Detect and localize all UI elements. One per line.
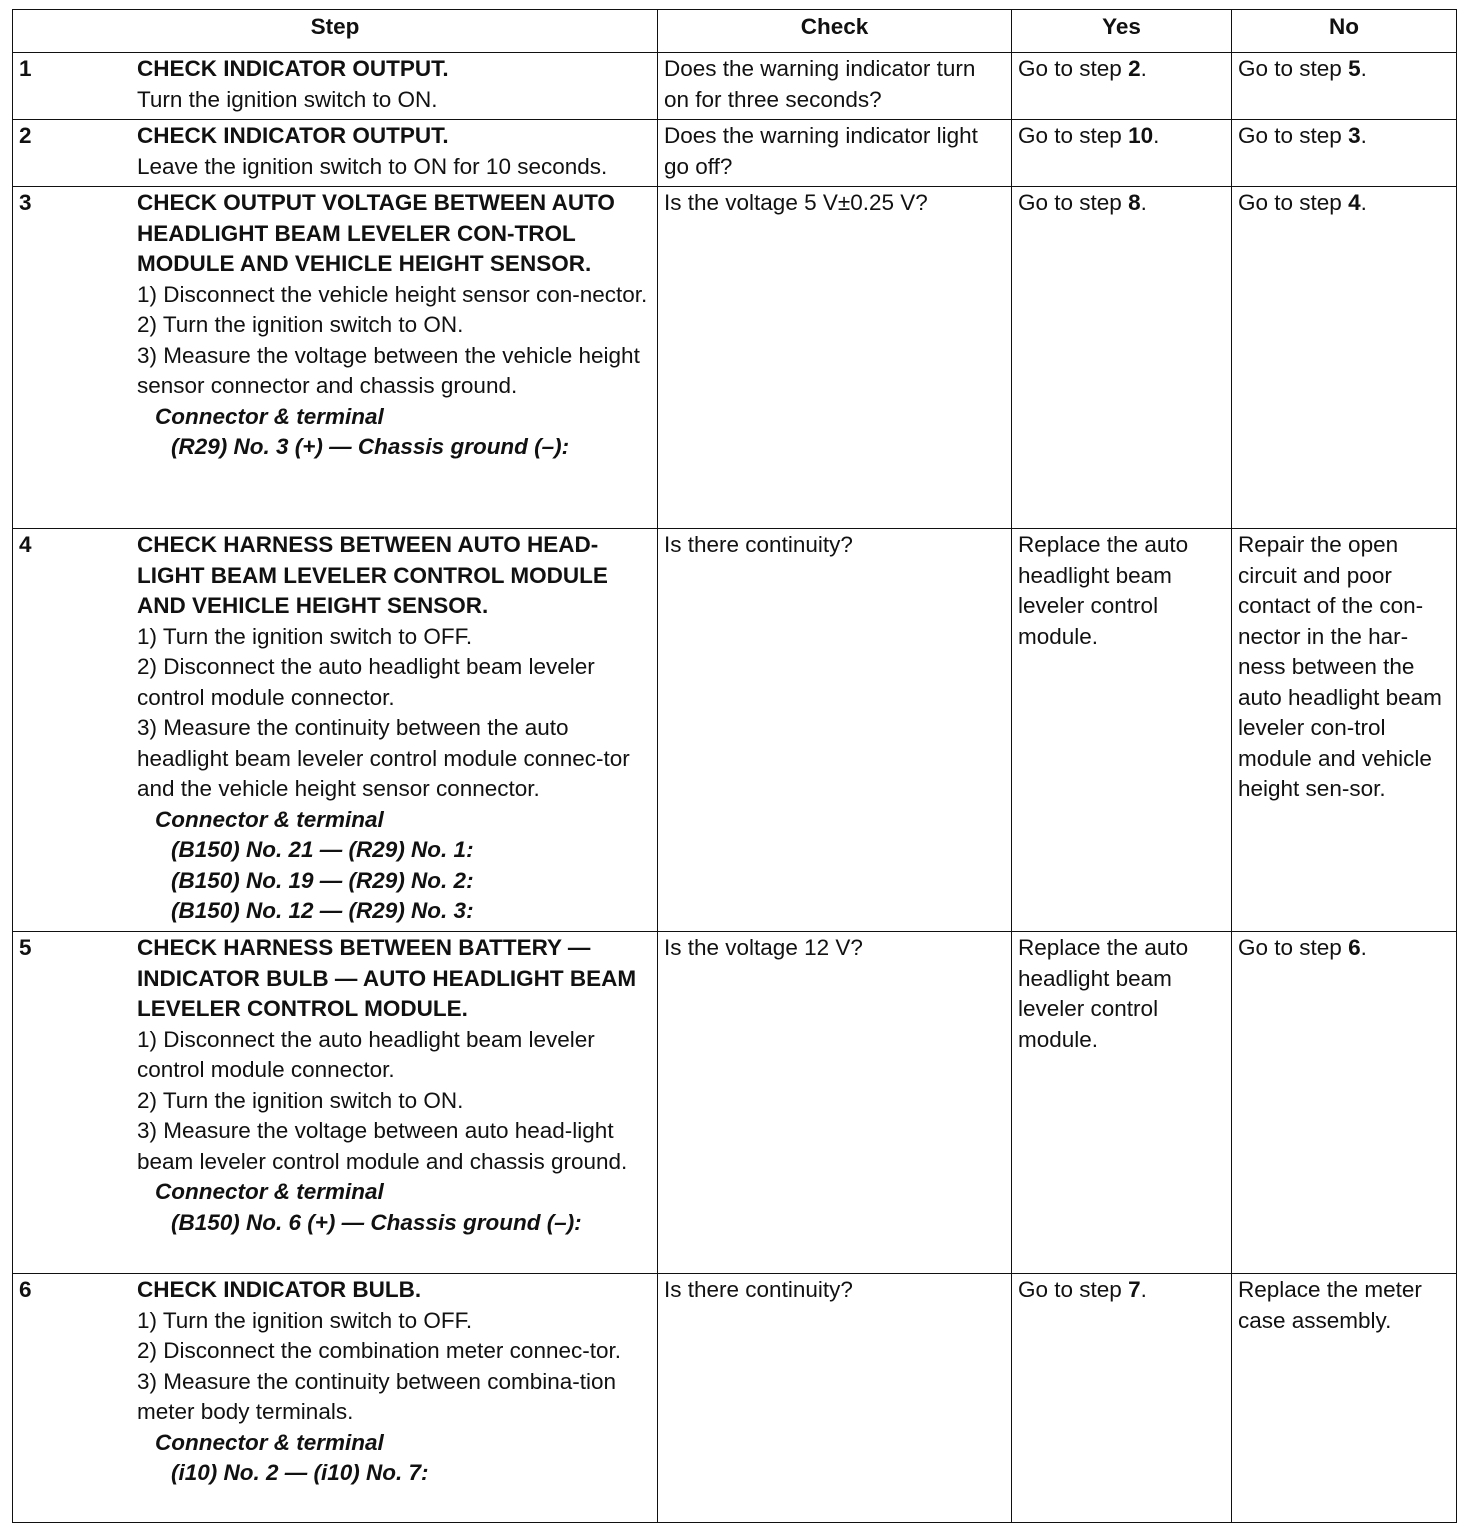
step-cell [13,1274,658,1523]
check-cell: Is there continuity? [658,529,1012,932]
table-row [13,932,1457,1274]
yes-text: Replace the auto headlight beam leveler control module. [1018,935,1189,1052]
yes-tail: . [1140,190,1147,215]
yes-cell [1012,529,1232,932]
yes-step-ref: 10 [1128,123,1154,148]
yes-tail: . [1153,123,1160,148]
no-cell [1232,53,1457,120]
yes-tail: . [1140,56,1147,81]
no-tail: . [1360,56,1367,81]
table-row [13,53,1457,120]
yes-text: Go to step [1018,1277,1129,1302]
step-instruction: 1) Turn the ignition switch to OFF. [137,1307,473,1333]
no-tail: . [1360,935,1367,960]
connector-terminal: (B150) No. 6 (+) — Chassis ground (–): [171,1209,582,1235]
yes-cell [1012,53,1232,120]
header-row [13,10,1457,53]
step-instruction: Leave the ignition switch to ON for 10 seconds. [137,153,608,179]
step-cell [13,53,658,120]
yes-text: Go to step [1018,190,1129,215]
step-instruction: 2) Turn the ignition switch to ON. [137,312,464,337]
header-check: Check [658,10,1012,53]
no-cell [1232,1274,1457,1523]
step-instruction: 2) Turn the ignition switch to ON. [137,1087,464,1113]
step-number: 4 [19,532,32,557]
no-text: Go to step [1238,190,1349,215]
step-instruction: 1) Disconnect the auto headlight beam leveler control module connector. [137,1026,595,1082]
step-instruction: 3) Measure the voltage between auto head-light beam leveler control module and chassis ground. [137,1118,628,1174]
step-number: 5 [19,935,32,960]
no-cell [1232,120,1457,187]
step-instruction: 2) Disconnect the combination meter connec-tor. [137,1338,621,1363]
connector-terminal: (B150) No. 19 — (R29) No. 2: [171,867,474,893]
diagnostic-table [12,9,1457,1523]
check-cell: Does the warning indicator light go off? [658,120,1012,187]
no-text: Replace the meter case assembly. [1238,1277,1422,1333]
no-step-ref: 6 [1348,935,1361,960]
yes-cell [1012,120,1232,187]
step-title: CHECK INDICATOR BULB. [137,1277,422,1302]
connector-terminal: (B150) No. 12 — (R29) No. 3: [171,898,474,923]
step-number: 1 [19,56,32,81]
no-cell [1232,932,1457,1274]
step-title: CHECK INDICATOR OUTPUT. [137,56,449,81]
header-yes: Yes [1012,10,1232,53]
yes-cell [1012,1274,1232,1523]
step-cell [13,529,658,932]
connector-terminal: (R29) No. 3 (+) — Chassis ground (–): [171,434,570,459]
no-step-ref: 4 [1348,190,1361,215]
step-cell [13,932,658,1274]
table-row [13,1274,1457,1523]
yes-text: Replace the auto headlight beam leveler control module. [1018,532,1189,649]
no-tail: . [1360,190,1367,215]
connector-terminal: (B150) No. 21 — (R29) No. 1: [171,837,474,862]
check-cell: Is the voltage 5 V±0.25 V? [658,187,1012,529]
check-cell: Does the warning indicator turn on for three seconds? [658,53,1012,120]
yes-text: Go to step [1018,123,1129,148]
check-cell: Is the voltage 12 V? [658,932,1012,1274]
no-text: Repair the open circuit and poor contact of the con-nector in the har-ness between the auto headlight beam leveler con-trol module and vehicle height sen-sor. [1238,532,1442,801]
table-row [13,187,1457,529]
step-instruction: Turn the ignition switch to ON. [137,86,438,112]
check-cell: Is there continuity? [658,1274,1012,1523]
step-title: CHECK HARNESS BETWEEN BATTERY — INDICATOR BULB — AUTO HEADLIGHT BEAM LEVELER CONTROL MODULE. [137,935,637,1021]
step-title: CHECK INDICATOR OUTPUT. [137,123,449,148]
step-instruction: 3) Measure the continuity between combina-tion meter body terminals. [137,1368,617,1424]
header-no: No [1232,10,1457,53]
step-title: CHECK HARNESS BETWEEN AUTO HEAD-LIGHT BEAM LEVELER CONTROL MODULE AND VEHICLE HEIGHT SENSOR. [137,532,608,618]
header-step: Step [13,10,658,53]
step-instruction: 2) Disconnect the auto headlight beam leveler control module connector. [137,654,595,710]
connector-label: Connector & terminal [155,806,384,832]
step-instruction: 3) Measure the voltage between the vehicle height sensor connector and chassis ground. [137,342,640,398]
no-step-ref: 5 [1348,56,1361,81]
step-cell [13,120,658,187]
no-step-ref: 3 [1348,123,1361,148]
no-text: Go to step [1238,935,1349,960]
no-cell [1232,529,1457,932]
step-instruction: 3) Measure the continuity between the auto headlight beam leveler control module connec-tor and the vehicle height sensor connector. [137,715,630,801]
step-number: 6 [19,1277,32,1302]
yes-cell [1012,932,1232,1274]
step-instruction: 1) Disconnect the vehicle height sensor con-nector. [137,281,648,307]
yes-cell [1012,187,1232,529]
step-title: CHECK OUTPUT VOLTAGE BETWEEN AUTO HEADLIGHT BEAM LEVELER CON-TROL MODULE AND VEHICLE HEIGHT SENSOR. [137,190,615,276]
yes-step-ref: 7 [1128,1277,1141,1302]
table-row [13,529,1457,932]
no-text: Go to step [1238,56,1349,81]
connector-terminal: (i10) No. 2 — (i10) No. 7: [171,1460,429,1485]
step-cell [13,187,658,529]
no-cell [1232,187,1457,529]
step-number: 2 [19,123,32,148]
yes-step-ref: 8 [1128,190,1141,215]
yes-text: Go to step [1018,56,1129,81]
step-instruction: 1) Turn the ignition switch to OFF. [137,623,473,649]
connector-label: Connector & terminal [155,1429,384,1455]
no-tail: . [1360,123,1367,148]
table-row [13,120,1457,187]
connector-label: Connector & terminal [155,403,384,429]
no-text: Go to step [1238,123,1349,148]
connector-label: Connector & terminal [155,1179,384,1204]
step-number: 3 [19,190,32,215]
yes-step-ref: 2 [1128,56,1141,81]
yes-tail: . [1140,1277,1147,1302]
